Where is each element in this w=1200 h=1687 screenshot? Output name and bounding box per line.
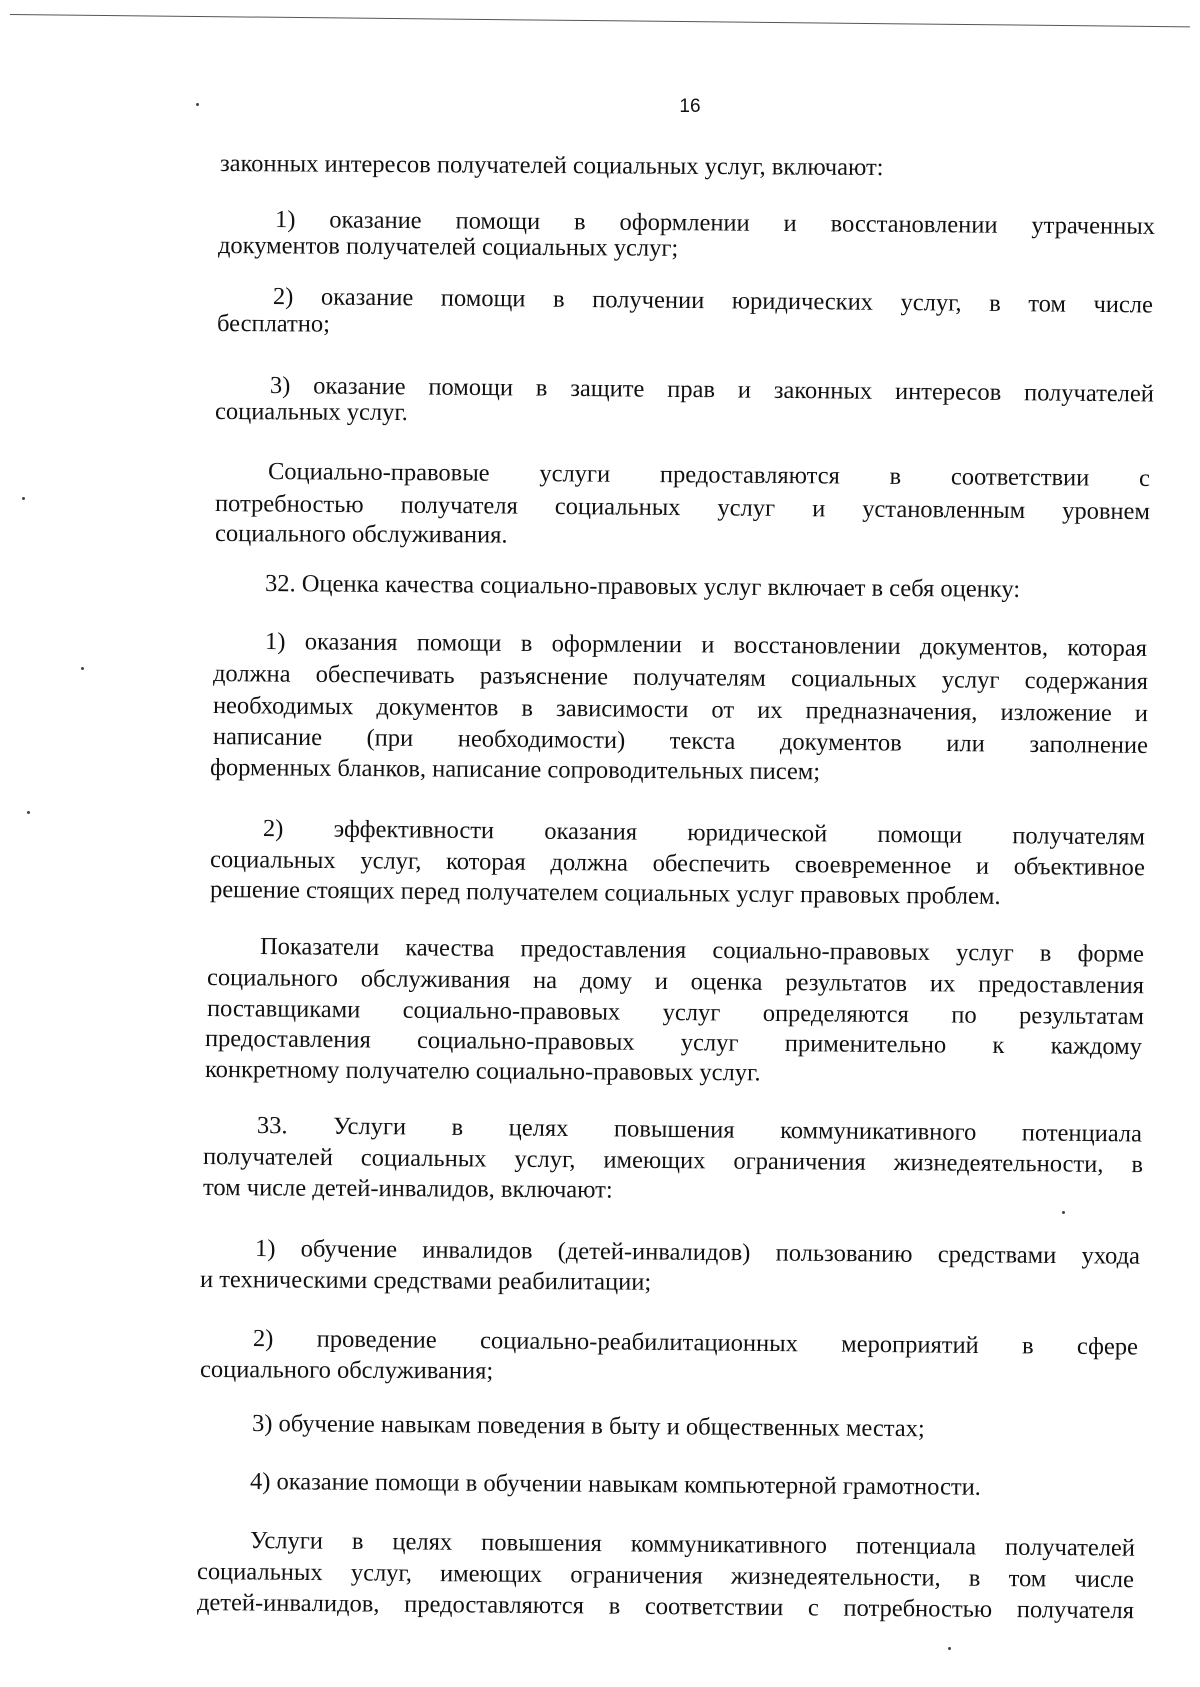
body-text-line: законных интересов получателей социальных услуг, включают: [219,150,884,182]
body-text-line: социального обслуживания. [214,520,508,549]
body-text-line: документов получателей социальных услуг; [217,232,679,262]
body-text-line: бесплатно; [216,310,331,338]
body-text-line: социальных услуг. [214,398,408,427]
body-text-line: том числе детей-инвалидов, включают: [202,1174,613,1204]
body-text-line: 1) оказания помощи в оформлении и восстановлении документов, которая [264,628,1148,662]
body-text-line: форменных бланков, написание сопроводительных писем; [209,754,821,786]
body-text-line: 3) оказание помощи в защите прав и законных интересов получателей [269,372,1155,408]
body-text-line: 33. Услуги в целях повышения коммуникативного потенциала [256,1112,1143,1148]
body-text-line: 32. Оценка качества социально-правовых услуг включает в себя оценку: [264,570,1021,603]
body-text-line: решение стоящих перед получателем социальных услуг правовых проблем. [209,876,1001,910]
body-text-line: социального обслуживания на дому и оценка результатов их предоставления [206,964,1145,1000]
scan-speck [22,497,25,500]
body-text-line: получателей социальных услуг, имеющих ограничения жизнедеятельности, в [202,1143,1144,1179]
body-text-line: предоставления социально-правовых услуг применительно к каждому [204,1025,1143,1061]
body-text-line: потребностью получателя социальных услуг и установленным уровнем [214,490,1151,526]
scan-speck [948,1647,951,1650]
body-text-line: 2) эффективности оказания юридической помощи получателям [262,815,1146,851]
body-text-line: и техническими средствами реабилитации; [199,1266,652,1296]
page-number: 16 [679,96,701,117]
scan-speck [27,811,30,814]
scan-speck [196,103,199,106]
body-text-line: 2) проведение социально-реабилитационных мероприятий в сфере [252,1325,1139,1361]
body-text-line: Показатели качества предоставления социально-правовых услуг в форме [259,933,1145,968]
body-text-line: 2) оказание помощи в получении юридических услуг, в том числе [272,283,1154,319]
body-text-line: 1) оказание помощи в оформлении и восстановлении утраченных [274,206,1156,240]
body-text-line: написание (при необходимости) текста документов или заполнение [212,723,1149,759]
body-text-line: социального обслуживания; [199,1356,494,1385]
body-text-line: 4) оказание помощи в обучении навыкам компьютерной грамотности. [249,1468,981,1501]
body-text-line: Социально-правовые услуги предоставляются в соответствии с [267,458,1151,492]
body-text-line: должна обеспечивать разъяснение получателям социальных услуг содержания [212,660,1149,696]
body-text-line: социальных услуг, которая должна обеспечить своевременное и объективное [209,846,1146,882]
body-text-line: конкретному получателю социально-правовых услуг. [204,1056,761,1087]
body-text-line: детей-инвалидов, предоставляются в соответствии с потребностью получателя [196,1589,1135,1625]
scan-top-rule [10,14,1190,27]
scan-speck [1062,1211,1065,1214]
body-text-line: 1) обучение инвалидов (детей-инвалидов) пользованию средствами ухода [254,1235,1141,1270]
body-text-line: поставщиками социально-правовых услуг определяются по результатам [206,995,1145,1031]
body-text-line: Услуги в целях повышения коммуникативного потенциала получателей [249,1527,1136,1562]
body-text-line: социальных услуг, имеющих ограничения жизнедеятельности, в том числе [196,1558,1135,1594]
body-text-line: необходимых документов в зависимости от их предназначения, изложение и [212,692,1149,728]
scan-speck [81,667,84,670]
body-text-line: 3) обучение навыкам поведения в быту и общественных местах; [251,1410,925,1443]
